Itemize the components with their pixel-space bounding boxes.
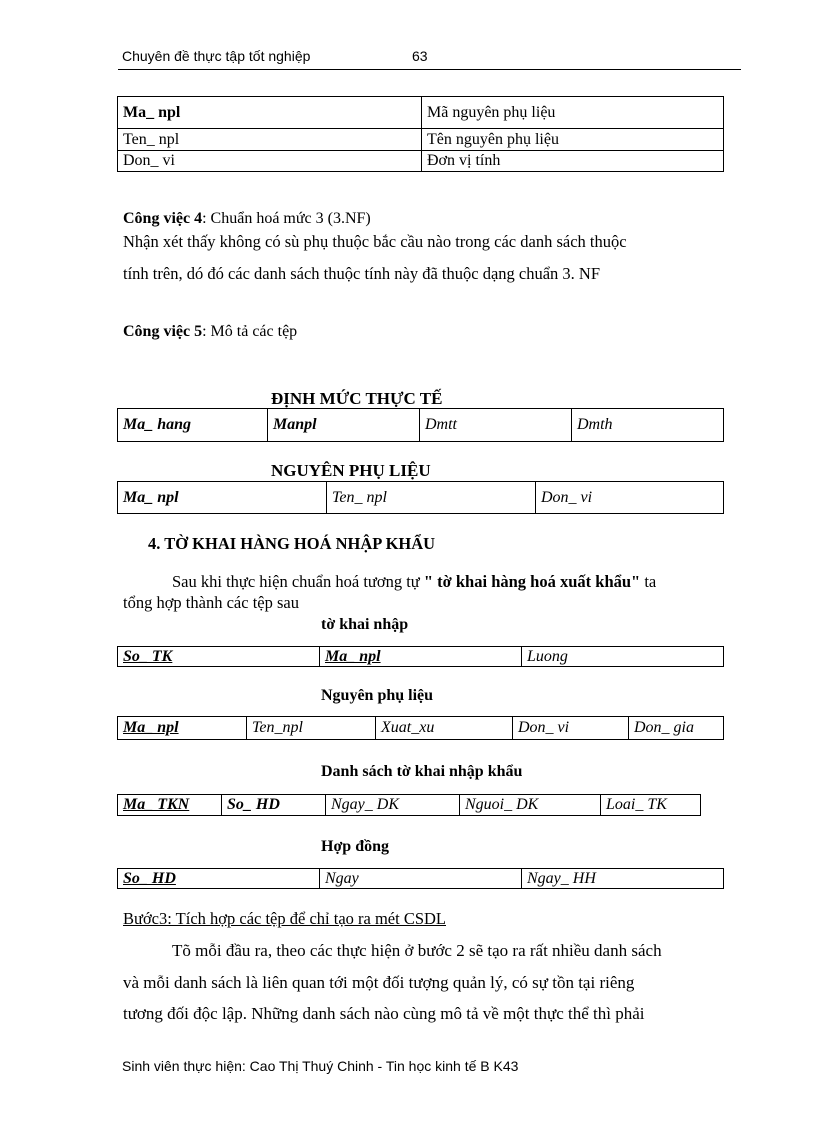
section4-para-end: ta: [640, 572, 657, 591]
table-cell: Ngay_ HH: [522, 869, 724, 889]
table-cell: Ma_ TKN: [118, 795, 222, 816]
hop-dong-table: [117, 868, 724, 889]
to-khai-nhap-title: tờ khai nhập: [321, 616, 409, 633]
table-cell: Ma_ npl: [320, 647, 522, 667]
task4-line2: tính trên, dó đó các danh sách thuộc tính này đã thuộc dạng chuẩn 3. NF: [123, 264, 601, 283]
table-row: [118, 151, 724, 172]
table-cell: Loai_ TK: [601, 795, 701, 816]
table-cell: Ngay_ DK: [326, 795, 460, 816]
table-row: [118, 482, 724, 514]
table-cell: Manpl: [268, 409, 420, 442]
table-row: [118, 647, 724, 667]
buoc3-heading: Bước3: Tích hợp các tệp để chỉ tạo ra mét CSDL: [123, 909, 446, 928]
page-number: 63: [412, 48, 428, 64]
table-cell: Nguoi_ DK: [460, 795, 601, 816]
table-cell: Don_ vi: [118, 151, 422, 172]
table-cell: Don_ vi: [513, 717, 629, 740]
buoc3-line3: tương đối độc lập. Những danh sách nào cùng mô tả về một thực thể thì phải: [123, 1004, 645, 1023]
table-row: [118, 795, 701, 816]
ds-to-khai-table: [117, 794, 701, 816]
hop-dong-title: Hợp đồng: [321, 838, 389, 855]
task4-label: Công việc 4: [123, 210, 203, 227]
section4-para-line2: tổng hợp thành các tệp sau: [123, 593, 299, 612]
table-cell: So_ TK: [118, 647, 320, 667]
task5-heading: [123, 322, 297, 342]
table-cell: Ten_ npl: [327, 482, 536, 514]
npl2-table: [117, 716, 724, 740]
task4-heading: [123, 209, 371, 229]
table-cell: Xuat_xu: [376, 717, 513, 740]
table-row: [118, 869, 724, 889]
table-cell: Mã nguyên phụ liệu: [422, 97, 724, 129]
table-cell: Dmth: [572, 409, 724, 442]
npl-title: NGUYÊN PHỤ LIỆU: [271, 461, 431, 480]
section4-para-start: Sau khi thực hiện chuẩn hoá tương tự: [172, 572, 424, 591]
table-cell: Ngay: [320, 869, 522, 889]
footer-text: Sinh viên thực hiện: Cao Thị Thuý Chinh - Tin học kinh tế B K43: [122, 1058, 519, 1074]
table-cell: Dmtt: [420, 409, 572, 442]
table-cell: Don_ gia: [629, 717, 724, 740]
buoc3-line1: Tõ mỗi đầu ra, theo các thực hiện ở bước 2 sẽ tạo ra rất nhiều danh sách: [172, 941, 662, 960]
table-row: [118, 129, 724, 151]
npl-table: [117, 481, 724, 514]
npl2-title: Nguyên phụ liệu: [321, 687, 434, 704]
header-rule: [118, 69, 741, 70]
section4-para: [172, 572, 656, 592]
dinh-muc-title: ĐỊNH MỨC THỰC TẾ: [271, 389, 443, 408]
table-row: [118, 717, 724, 740]
table-cell: Luong: [522, 647, 724, 667]
to-khai-nhap-table: [117, 646, 724, 667]
task5-label: Công việc 5: [123, 323, 203, 340]
table-cell: Don_ vi: [536, 482, 724, 514]
table-row: [118, 409, 724, 442]
table-cell: Ma_ npl: [118, 97, 422, 129]
table-cell: Đơn vị tính: [422, 151, 724, 172]
table-cell: Ten_npl: [247, 717, 376, 740]
table-cell: Tên nguyên phụ liệu: [422, 129, 724, 151]
ds-to-khai-title: Danh sách tờ khai nhập khẩu: [321, 763, 523, 780]
table-row: [118, 97, 724, 129]
table-cell: Ma_ npl: [118, 717, 247, 740]
task5-rest: : Mô tả các tệp: [202, 323, 298, 340]
table-cell: Ten_ npl: [118, 129, 422, 151]
table-cell: Ma_ npl: [118, 482, 327, 514]
section4-heading: 4. TỜ KHAI HÀNG HOÁ NHẬP KHẨU: [148, 534, 436, 553]
table-cell: Ma_ hang: [118, 409, 268, 442]
header-title: Chuyên đề thực tập tốt nghiệp: [122, 48, 311, 64]
task4-rest: : Chuẩn hoá mức 3 (3.NF): [202, 210, 371, 227]
task4-line1: Nhận xét thấy không có sù phụ thuộc bắc cầu nào trong các danh sách thuộc: [123, 232, 627, 251]
npl-description-table: [117, 96, 724, 172]
dinh-muc-table: [117, 408, 724, 442]
buoc3-line2: và mỗi danh sách là liên quan tới một đối tượng quản lý, có sự tồn tại riêng: [123, 973, 635, 992]
table-cell: So_ HD: [118, 869, 320, 889]
section4-para-bold: " tờ khai hàng hoá xuất khẩu": [423, 572, 641, 591]
table-cell: So_ HD: [222, 795, 326, 816]
